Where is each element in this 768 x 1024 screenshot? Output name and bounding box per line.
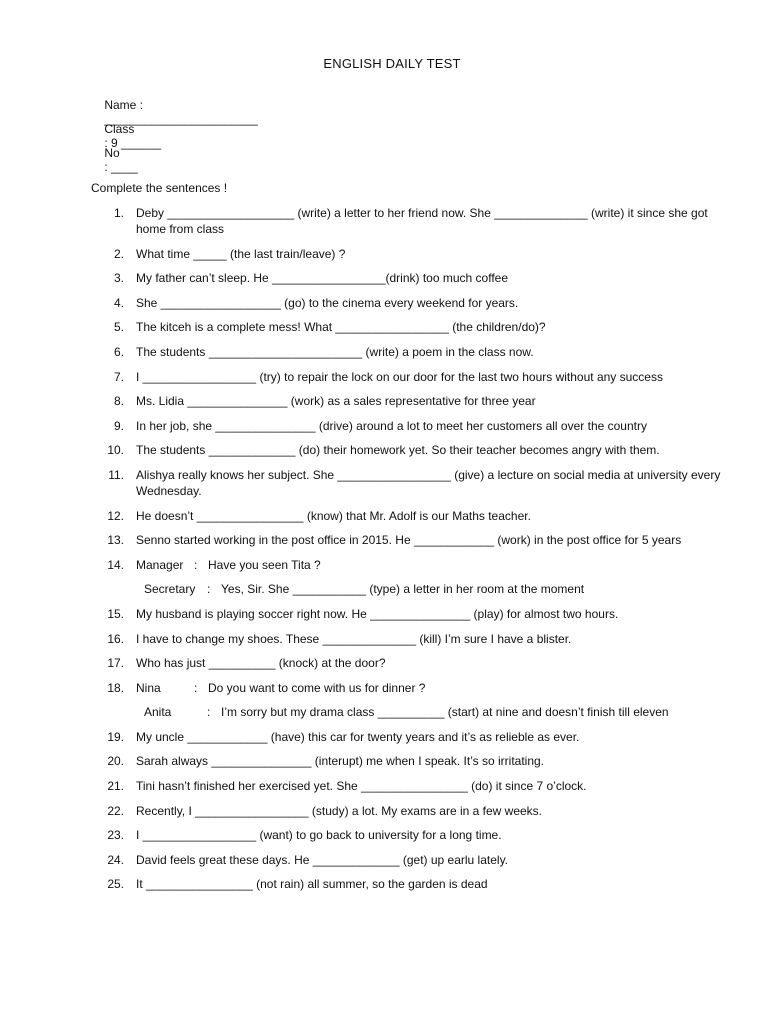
question-text: It ________________ (not rain) all summer, so the garden is dead — [136, 877, 488, 892]
question-item — [91, 442, 721, 458]
question-text: Ms. Lidia _______________ (work) as a sales representative for three year — [136, 394, 536, 409]
question-number: 17. — [107, 656, 124, 671]
question-number: 22. — [107, 803, 124, 818]
question-item — [91, 876, 721, 892]
question-number: 2. — [113, 246, 124, 261]
question-text: She __________________ (go) to the cinema every weekend for years. — [136, 295, 519, 310]
question-item — [91, 557, 721, 573]
question-number: 12. — [107, 508, 124, 523]
question-text: What time _____ (the last train/leave) ? — [136, 246, 346, 261]
question-number: 1. — [113, 206, 124, 220]
dialog-line — [136, 557, 721, 573]
reply-text: I’m sorry but my drama class __________ (start) at nine and doesn’t finish till eleven — [221, 705, 669, 720]
page-title: ENGLISH DAILY TEST — [323, 56, 461, 71]
class-value: : 9 ______ — [104, 136, 162, 150]
speaker-name: Manager — [136, 557, 184, 572]
question-text: The students _____________ (do) their homework yet. So their teacher becomes angry with them. — [136, 443, 660, 458]
question-item — [91, 246, 721, 262]
question-number: 10. — [107, 443, 124, 458]
question-number: 25. — [107, 877, 124, 892]
question-text: Deby ___________________ (write) a letter to her friend now. She ______________ (write) it since she got home from class — [136, 206, 708, 236]
question-item — [91, 778, 721, 794]
question-item — [91, 729, 721, 745]
question-item — [91, 319, 721, 335]
question-number: 15. — [107, 606, 124, 621]
question-item — [91, 270, 721, 286]
question-number: 3. — [113, 271, 124, 286]
question-item — [91, 606, 721, 622]
question-number: 21. — [107, 779, 124, 794]
question-text: I _________________ (try) to repair the lock on our door for the last two hours without any success — [136, 369, 663, 384]
question-text: Senno started working in the post office in 2015. He ____________ (work) in the post office for 5 years — [136, 533, 682, 548]
question-number: 11. — [108, 467, 124, 482]
reply-text: Yes, Sir. She ___________ (type) a letter in her room at the moment — [221, 582, 585, 597]
question-text: In her job, she _______________ (drive) around a lot to meet her customers all over the country — [136, 418, 647, 433]
question-item — [91, 344, 721, 360]
question-item — [91, 418, 721, 434]
question-number: 6. — [113, 344, 124, 359]
question-item — [91, 631, 721, 647]
question-number: 14. — [107, 557, 124, 572]
question-text: Tini hasn’t finished her exercised yet. She ________________ (do) it since 7 o’clock. — [136, 779, 587, 794]
question-item — [91, 852, 721, 868]
question-item — [91, 205, 721, 237]
question-text: Sarah always _______________ (interupt) me when I speak. It’s so irritating. — [136, 754, 545, 769]
speaker-name: Secretary — [144, 582, 196, 597]
question-text: My uncle ____________ (have) this car for twenty years and it’s as relieble as ever. — [136, 729, 580, 744]
colon: : — [207, 705, 211, 720]
question-text: I _________________ (want) to go back to university for a long time. — [136, 828, 502, 843]
question-item — [91, 753, 721, 769]
question-number: 24. — [107, 852, 124, 867]
speaker-name: Anita — [144, 705, 172, 720]
question-item — [91, 393, 721, 409]
dialog-reply — [91, 704, 721, 720]
question-item — [91, 467, 721, 499]
question-number: 9. — [113, 418, 124, 433]
instruction: Complete the sentences ! — [91, 181, 228, 195]
question-number: 23. — [107, 828, 124, 843]
question-number: 13. — [107, 533, 124, 548]
question-text: My husband is playing soccer right now. He _______________ (play) for almost two hours. — [136, 606, 619, 621]
question-item — [91, 369, 721, 385]
question-text: Alishya really knows her subject. She _________________ (give) a lecture on social media at university every Wednesday. — [136, 467, 721, 498]
dialog-reply — [91, 581, 721, 597]
question-number: 20. — [107, 754, 124, 769]
speaker-name: Nina — [136, 680, 161, 695]
question-text: He doesn’t ________________ (know) that Mr. Adolf is our Maths teacher. — [136, 508, 531, 523]
question-number: 18. — [107, 680, 124, 695]
question-item — [91, 532, 721, 548]
name-label: Name : — [104, 98, 144, 112]
question-number: 4. — [113, 295, 124, 310]
question-text: David feels great these days. He _____________ (get) up earlu lately. — [136, 852, 509, 867]
question-number: 19. — [107, 729, 124, 744]
question-text: The kitceh is a complete mess! What _________________ (the children/do)? — [136, 320, 546, 335]
question-item — [91, 827, 721, 843]
class-label: Class — [104, 122, 135, 136]
question-number: 8. — [113, 394, 124, 409]
dialog-line — [136, 680, 721, 696]
no-field — [91, 132, 148, 188]
colon: : — [194, 557, 198, 572]
question-item — [91, 295, 721, 311]
question-text: I have to change my shoes. These ______________ (kill) I’m sure I have a blister. — [136, 631, 572, 646]
question-item — [91, 803, 721, 819]
question-text: Have you seen Tita ? — [208, 557, 321, 572]
name-value: _______________________ — [104, 112, 258, 126]
question-list — [91, 205, 721, 901]
question-text: My father can’t sleep. He _________________(drink) too much coffee — [136, 271, 509, 286]
question-number: 16. — [107, 631, 124, 646]
colon: : — [207, 582, 211, 597]
question-item — [91, 655, 721, 671]
no-label: No — [104, 146, 120, 160]
question-text: Who has just __________ (knock) at the door? — [136, 656, 386, 671]
question-text: Recently, I _________________ (study) a lot. My exams are in a few weeks. — [136, 803, 543, 818]
question-text: The students _______________________ (write) a poem in the class now. — [136, 344, 534, 359]
question-number: 7. — [113, 369, 124, 384]
no-value: : ____ — [104, 160, 138, 174]
question-number: 5. — [113, 320, 124, 335]
question-text: Do you want to come with us for dinner ? — [208, 680, 426, 695]
colon: : — [194, 680, 198, 695]
question-item — [91, 508, 721, 524]
question-item — [91, 680, 721, 696]
